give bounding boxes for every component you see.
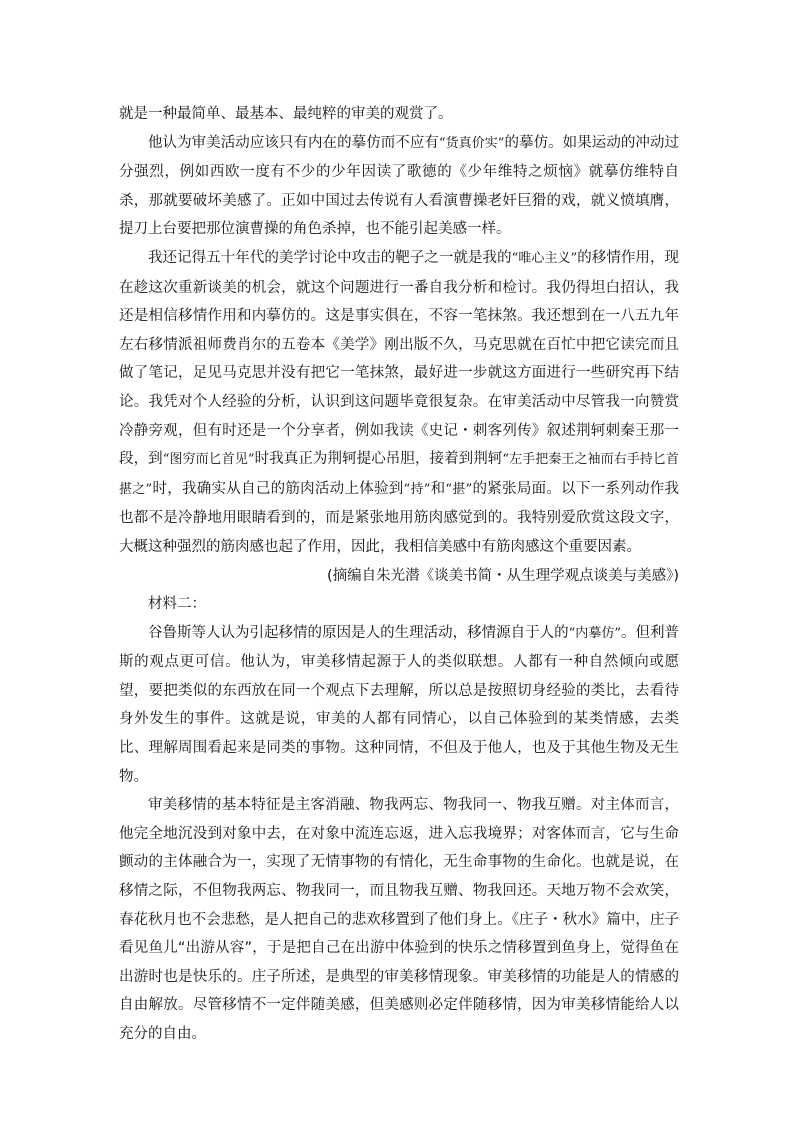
paragraph-2 <box>119 244 679 562</box>
material-label: 材料二： <box>148 596 206 613</box>
text-run: 的摹仿。如果运动的冲动过分强烈，例如西欧一度有不少的少年因读了歌德的《少年维特之烦恼》就摹仿维特自杀，那就要破坏美感了。正如中国过去传说有人看演曹操老奸巨猾的戏，就义愤填膺，提刀上台要把那位演曹操的角色杀掉，也不能引起美感一样。 <box>119 134 680 238</box>
source-citation: (摘编自朱光潜《谈美书简・从生理学观点谈美与美感》) <box>326 567 679 584</box>
paragraph-1 <box>119 129 679 244</box>
document-body <box>119 100 679 1049</box>
text-run: 时，我确实从自己的筋肉活动上体验到 <box>152 480 404 497</box>
quoted-phrase: “内摹仿” <box>568 625 621 641</box>
text-run: 时我真正为荆轲提心吊胆，接着到荆轲 <box>254 451 503 468</box>
text-run: 的移情作用，现在趁这次重新谈美的机会，就这个问题进行一番自我分析和检讨。我仍得坦白招认，我还是相信移情作用和内摹仿的。这是事实俱在，不容一笔抹煞。我还想到在一八五九年左右移情派祖师费肖尔的五卷本《美学》刚出版不久，马克思就在百忙中把它读完而且做了笔记，足见马克思并没有把它一笔抹煞，最好进一步就这方面进行一些研究再下结论。我凭对个人经验的分析，认识到这问题毕竟很复杂。在审美活动中尽管我一向赞赏冷静旁观，但有时还是一个分享者，例如我读《史记・刺客列传》叙述荆轲刺秦王那一段，到 <box>119 249 680 468</box>
quoted-phrase: “揕” <box>445 481 473 497</box>
paragraph-4: 审美移情的基本特征是主客消融、物我两忘、物我同一、物我互赠。对主体而言，他完全地沉没到对象中去，在对象中流连忘返，进入忘我境界；对客体而言，它与生命颤动的主体融合为一，实现了无情事物的有情化，无生命事物的生命化。也就是说，在移情之际，不但物我两忘、物我同一，而且物我互赠、物我回还。天地万物不会欢笑，春花秋月也不会悲愁，是人把自己的悲欢移置到了他们身上。《庄子・秋水》篇中，庄子看见鱼儿“出游从容”，于是把自己在出游中体验到的快乐之情移置到鱼身上，觉得鱼在出游时也是快乐的。庄子所述，是典型的审美移情现象。审美移情的功能是人的情感的自由解放。尽管移情不一定伴随美感，但美感则必定伴随移情，因为审美移情能给人以充分的自由。 <box>119 797 679 1042</box>
text-run: 他认为审美活动应该只有内在的摹仿而不应有 <box>148 134 439 151</box>
quoted-phrase: “持” <box>403 481 431 497</box>
quoted-phrase: “唯心主义” <box>511 250 578 266</box>
quoted-phrase: “图穷而匕首见” <box>162 452 255 468</box>
paragraph-3 <box>119 619 679 792</box>
paragraph-0: 就是一种最简单、最基本、最纯粹的审美的观赏了。 <box>119 106 453 122</box>
text-run: 谷鲁斯等人认为引起移情的原因是人的生理活动，移情源自于人的 <box>148 624 569 641</box>
quoted-phrase: “货真价实” <box>438 135 505 151</box>
quoted-phrase: “左手把秦王之袖而右手持匕首揕之” <box>119 452 680 497</box>
text-run: 。但利普斯的观点更可信。他认为，审美移情起源于人的类似联想。人都有一种自然倾向或愿望，要把类似的东西放在同一个观点下去理解，所以总是按照切身经验的类比，去看待身外发生的事件。这就是说，审美的人都有同情心，以自己体验到的某类情感，去类比、理解周围看起来是同类的事物。这种同情，不但及于他人，也及于其他生物及无生物。 <box>119 624 680 785</box>
text-run: 我还记得五十年代的美学讨论中攻击的靶子之一就是我的 <box>148 249 512 266</box>
text-run: 和 <box>430 480 446 497</box>
text-run: 的紧张局面。以下一系列动作我也都不是冷静地用眼睛看到的，而是紧张地用筋肉感觉到的。我特别爱欣赏这段文字，大概这种强烈的筋肉感也起了作用，因此，我相信美感中有筋肉感这个重要因素。 <box>119 480 680 555</box>
